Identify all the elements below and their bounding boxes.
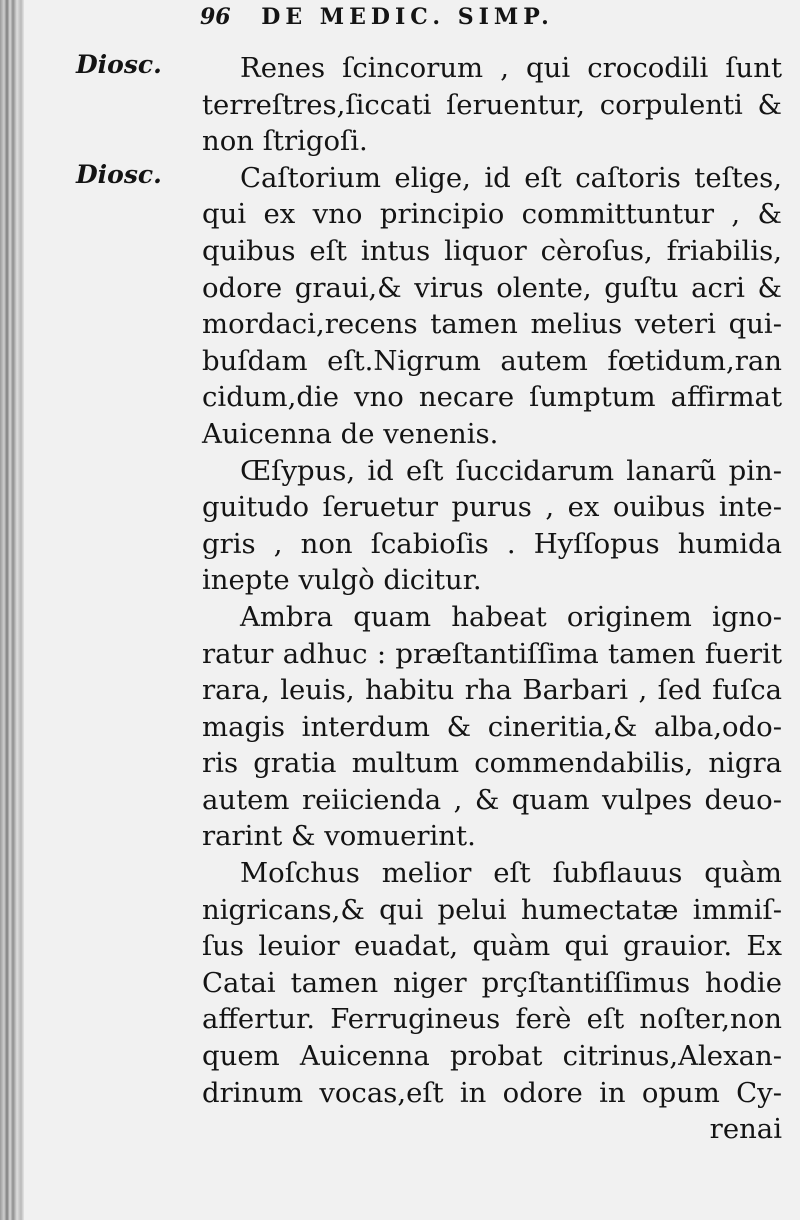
book-page [24, 0, 800, 1220]
text-line: drinum vocas,eſt in odore in opum Cy- [202, 1076, 782, 1109]
text-line: cidum,die vno necare ſumptum affirmat [202, 381, 782, 414]
text-line: rara, leuis, habitu rha Barbari , ſed fuſca [202, 674, 782, 707]
text-line: Renes ſcincorum , qui crocodili ſunt [240, 52, 782, 84]
text-line: rarint & vomuerint. [202, 820, 476, 853]
text-line: gris , non ſcabioſis . Hyſſopus humida [202, 527, 782, 560]
margin-note: Diosc. [76, 160, 162, 189]
text-line: odore graui,& virus olente, guſtu acri & [202, 271, 782, 304]
catchword: renai [709, 1113, 782, 1146]
text-line: affertur. Ferrugineus ferè eſt noſter,non [202, 1003, 782, 1036]
text-line: qui ex vno principio committuntur , & [202, 198, 782, 231]
text-line: guitudo ſeruetur purus , ex ouibus inte- [202, 491, 782, 524]
text-line: ratur adhuc : præſtantiſſima tamen fuerit [202, 637, 782, 670]
running-title: DE MEDIC. SIMP. [261, 4, 554, 30]
text-line: Catai tamen niger prçſtantiſſimus hodie [202, 966, 782, 999]
book-gutter [0, 0, 24, 1220]
text-line: Auicenna de venenis. [202, 417, 499, 450]
page-number: 96 [200, 4, 231, 30]
text-line: inepte vulgò dicitur. [202, 564, 482, 597]
margin-note: Diosc. [76, 50, 162, 79]
text-line: ris gratia multum commendabilis, nigra [202, 747, 782, 780]
body-text [202, 50, 782, 1148]
text-line: terreſtres,ſiccati ſeruentur, corpulenti & [202, 88, 782, 121]
running-header [200, 4, 554, 30]
text-line: nigricans,& qui pelui humectatæ immiſ- [202, 893, 782, 926]
text-line: non ſtrigoſi. [202, 125, 368, 158]
text-line: Caſtorium elige, id eſt caſtoris teſtes, [240, 161, 782, 194]
text-line: Œſypus, id eſt ſuccidarum lanarũ pin- [240, 454, 782, 487]
text-line: autem reiicienda , & quam vulpes deuo- [202, 783, 782, 816]
text-line: quem Auicenna probat citrinus,Alexan- [202, 1040, 782, 1073]
text-line: Moſchus melior eſt ſubflauus quàm [240, 857, 782, 890]
text-line: ſus leuior euadat, quàm qui grauior. Ex [202, 930, 782, 963]
text-line: Ambra quam habeat originem igno- [240, 600, 782, 633]
text-line: magis interdum & cineritia,& alba,odo- [202, 710, 782, 743]
text-line: buſdam eſt.Nigrum autem fœtidum,ran [202, 344, 782, 377]
text-line: quibus eſt intus liquor cèroſus, friabilis, [202, 234, 782, 267]
text-line: mordaci,recens tamen melius veteri qui- [202, 308, 782, 341]
